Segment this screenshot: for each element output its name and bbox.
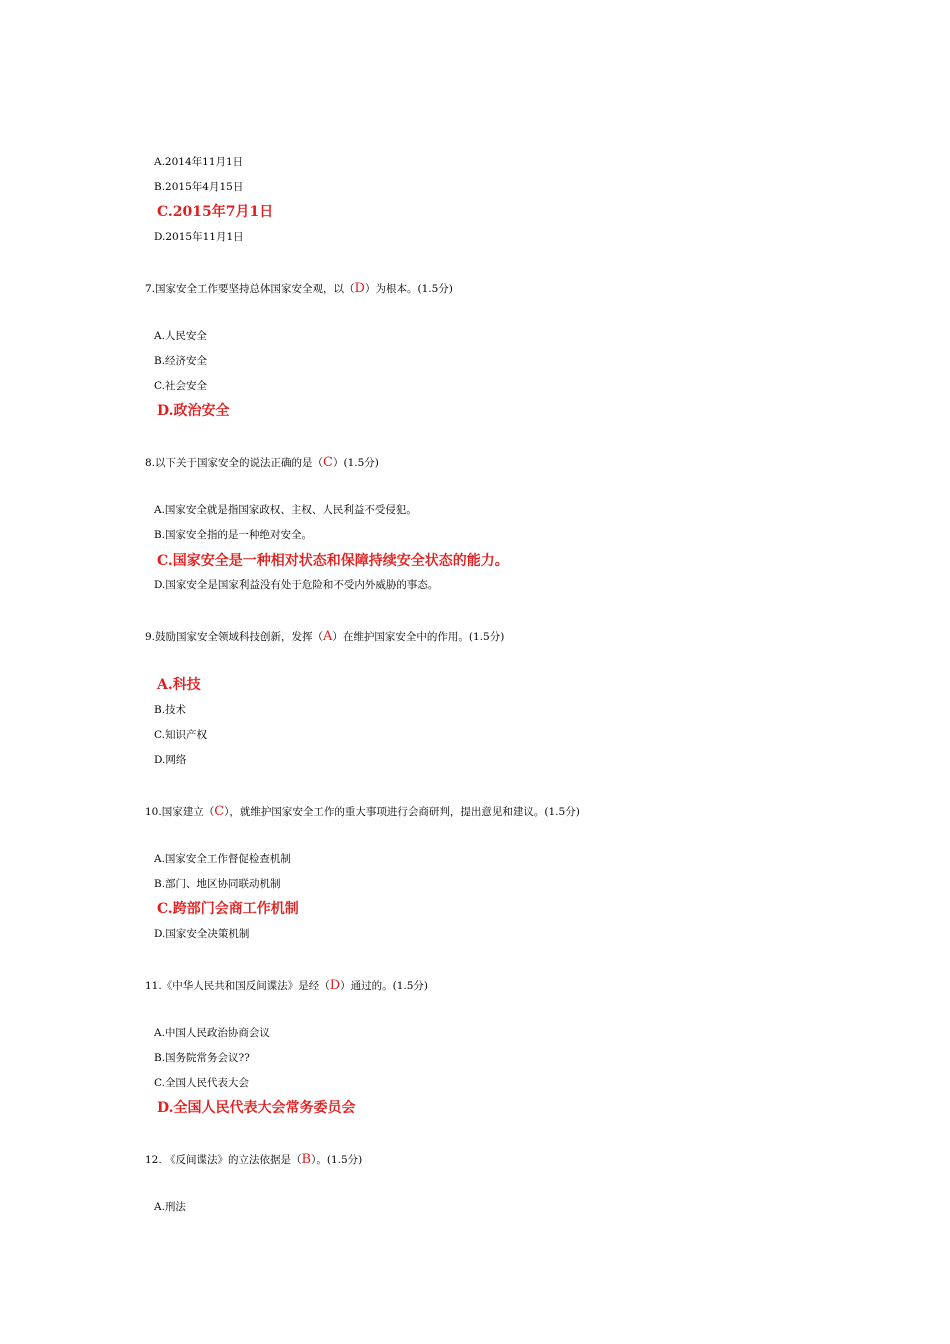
q8-option-a: A.国家安全就是指国家政权、主权、人民利益不受侵犯。 [154, 504, 417, 516]
question-12-answer: B [301, 1152, 312, 1167]
q10-option-b: B.部门、地区协同联动机制 [154, 878, 281, 890]
q9-option-b: B.技术 [154, 704, 187, 716]
q9-option-c: C.知识产权 [154, 729, 207, 741]
question-9-text-before: 9.鼓励国家安全领域科技创新，发挥（ [145, 631, 324, 643]
q11-option-a: A.中国人民政治协商会议 [154, 1027, 270, 1039]
question-11-text-after: ）通过的。(1.5分) [340, 980, 429, 992]
q10-option-c-correct: C.跨部门会商工作机制 [157, 901, 299, 917]
q6-option-b: B.2015年4月15日 [154, 181, 244, 193]
q8-option-d: D.国家安全是国家利益没有处于危险和不受内外威胁的事态。 [154, 579, 439, 591]
question-12 [145, 1153, 362, 1166]
question-7 [145, 282, 453, 295]
q6-option-c-correct: C.2015年7月1日 [157, 204, 274, 220]
question-11-text-before: 11.《中华人民共和国反间谍法》是经（ [145, 980, 330, 992]
q10-option-d: D.国家安全决策机制 [154, 928, 250, 940]
question-8-text-before: 8.以下关于国家安全的说法正确的是（ [145, 457, 324, 469]
question-8-answer: C [323, 455, 333, 470]
question-10-answer: C [214, 804, 225, 819]
question-10-text-before: 10.国家建立（ [145, 806, 215, 818]
question-11 [145, 979, 428, 992]
question-12-text-before: 12. 《反间谍法》的立法依据是（ [145, 1154, 302, 1166]
question-7-text-before: 7.国家安全工作要坚持总体国家安全观，以（ [145, 283, 355, 295]
question-11-answer: D [329, 978, 341, 993]
q11-option-d-correct: D.全国人民代表大会常务委员会 [157, 1100, 356, 1116]
question-9 [145, 630, 504, 643]
question-7-text-after: ）为根本。(1.5分) [364, 283, 453, 295]
question-9-text-after: ）在维护国家安全中的作用。(1.5分) [332, 631, 505, 643]
question-8 [145, 456, 379, 469]
q9-option-a-correct: A.科技 [157, 677, 201, 693]
q7-option-d-correct: D.政治安全 [157, 403, 230, 419]
q7-option-c: C.社会安全 [154, 380, 207, 392]
q7-option-a: A.人民安全 [154, 330, 207, 342]
q6-option-d: D.2015年11月1日 [154, 231, 244, 243]
question-10-text-after: ），就维护国家安全工作的重大事项进行会商研判，提出意见和建议。(1.5分) [224, 806, 580, 818]
q8-option-c-correct: C.国家安全是一种相对状态和保障持续安全状态的能力。 [157, 553, 509, 569]
q12-option-a: A.刑法 [154, 1201, 186, 1213]
question-8-text-after: ）(1.5分) [332, 457, 379, 469]
q10-option-a: A.国家安全工作督促检查机制 [154, 853, 291, 865]
q7-option-b: B.经济安全 [154, 355, 208, 367]
q8-option-b: B.国家安全指的是一种绝对安全。 [154, 529, 313, 541]
q9-option-d: D.网络 [154, 754, 187, 766]
question-7-answer: D [354, 281, 365, 296]
question-10 [145, 805, 580, 818]
question-9-answer: A [323, 629, 333, 644]
q11-option-c: C.全国人民代表大会 [154, 1077, 249, 1089]
q6-option-a: A.2014年11月1日 [154, 156, 244, 168]
question-12-text-after: ）。(1.5分) [311, 1154, 363, 1166]
q11-option-b: B.国务院常务会议?? [154, 1052, 250, 1064]
